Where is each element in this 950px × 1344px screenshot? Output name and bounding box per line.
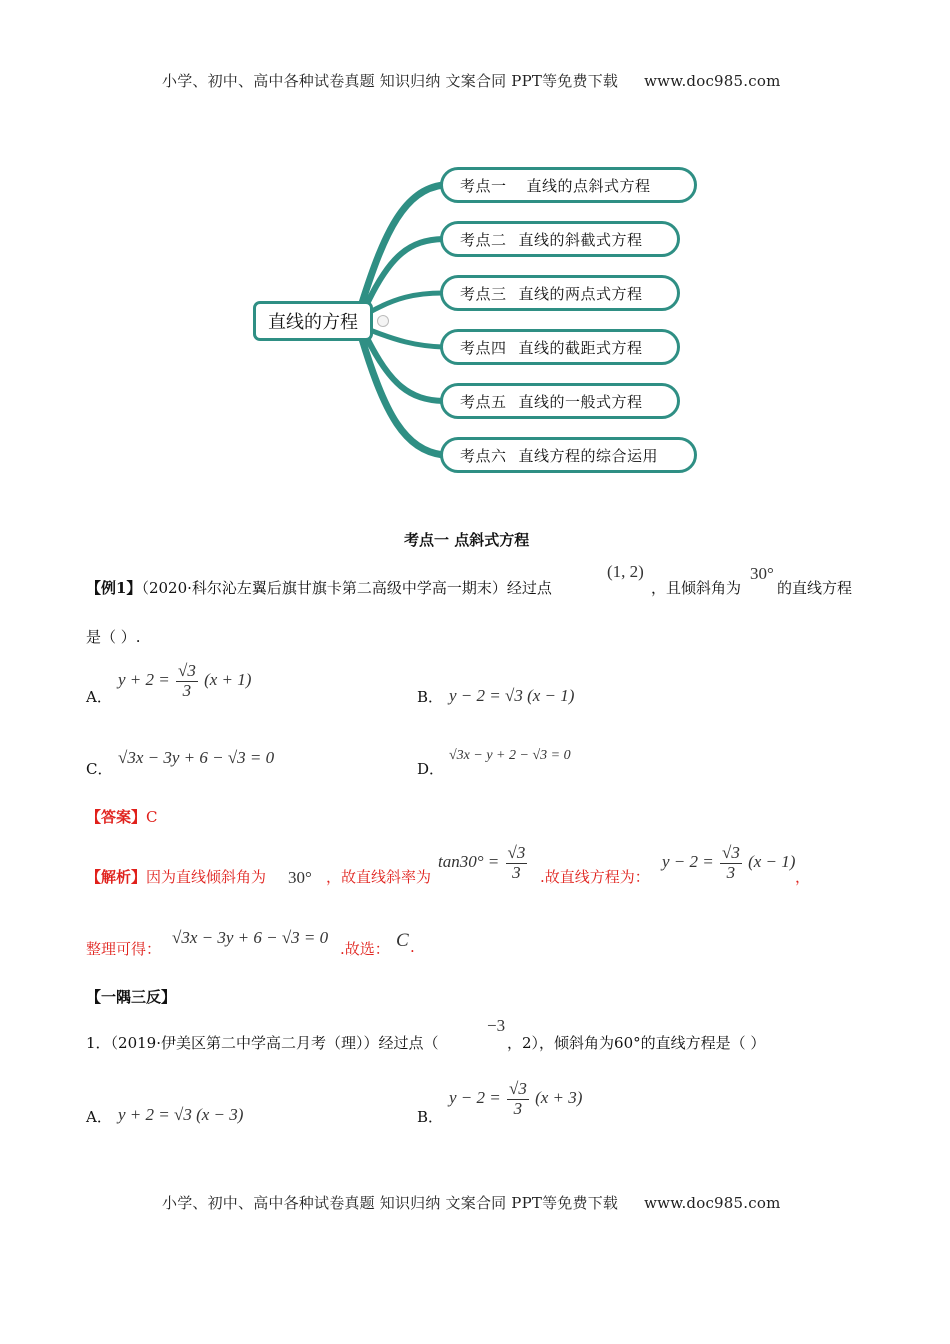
example-tail: 的直线方程 [777, 579, 853, 597]
analysis-angle: 30° [288, 868, 312, 887]
node-label: 直线的斜截式方程 [518, 230, 643, 249]
page-footer [162, 1192, 781, 1213]
q1-x: −3 [487, 1016, 506, 1035]
option-c-expr: √3x − 3y + 6 − √3 = 0 [118, 748, 275, 767]
q1-option-b-label: B． [417, 1108, 444, 1126]
analysis-t5: 整理可得： [86, 940, 162, 958]
mindmap-node-6 [440, 437, 697, 473]
mindmap-node-3 [440, 275, 680, 311]
example-line-2: 是（ ）. [86, 628, 141, 646]
option-d-label: D． [417, 760, 445, 778]
option-b-label: B． [417, 688, 444, 706]
collapse-toggle-icon [377, 315, 389, 327]
node-key: 考点二 [460, 230, 507, 249]
example-1-line-1 [86, 577, 552, 598]
section-title: 考点一 点斜式方程 [404, 531, 530, 549]
frac-den: 3 [513, 1098, 523, 1118]
analysis-t6: .故选： [340, 940, 390, 958]
frac-num: √3 [722, 843, 740, 862]
node-label: 直线的点斜式方程 [526, 176, 651, 195]
example-angle: 30° [750, 564, 774, 583]
frac-den: 3 [726, 862, 736, 882]
q1-option-a-label: A． [86, 1108, 112, 1126]
frac-num: √3 [507, 843, 526, 862]
mindmap-center: 直线的方程 [253, 301, 373, 341]
analysis-tag: 【解析】 [86, 868, 147, 886]
frac-num: √3 [509, 1079, 527, 1098]
analysis-t4: ， [795, 868, 811, 886]
option-a-label: A． [86, 688, 112, 706]
option-b-expr: y − 2 = √3 (x − 1) [449, 686, 575, 705]
example-tag: 【例1】 [86, 579, 142, 597]
node-key: 考点六 [460, 446, 507, 465]
analysis-choice: C [396, 930, 409, 951]
answer-tag: 【答案】 [86, 808, 147, 826]
node-label: 直线的截距式方程 [518, 338, 643, 357]
option-a-lhs: y + 2 = [118, 670, 170, 690]
node-label: 直线方程的综合运用 [518, 446, 659, 465]
mindmap-node-1 [440, 167, 697, 203]
node-key: 考点五 [460, 392, 507, 411]
q1-rest: ，2），倾斜角为60°的直线方程是（ ） [507, 1034, 766, 1052]
analysis-line-1 [86, 866, 266, 887]
analysis-t7: . [410, 938, 415, 956]
answer-line [86, 806, 158, 827]
q1-num: 1． [86, 1034, 111, 1052]
analysis-t3: .故直线方程为： [540, 868, 650, 886]
node-key: 考点三 [460, 284, 507, 303]
q1-b-lhs: y − 2 = [449, 1088, 501, 1108]
node-label: 直线的一般式方程 [518, 392, 643, 411]
analysis-eq-lhs: y − 2 = [662, 852, 714, 872]
q1-b-fraction [507, 1080, 529, 1118]
node-label: 直线的两点式方程 [518, 284, 643, 303]
q1-b-rhs: (x + 3) [535, 1088, 583, 1108]
connector-3 [370, 293, 443, 312]
frac-den: 3 [512, 862, 521, 882]
analysis-t1: 因为直线倾斜角为 [146, 868, 267, 886]
option-a-expr [118, 662, 251, 700]
mindmap-node-2 [440, 221, 680, 257]
example-point: (1, 2) [607, 562, 644, 581]
footer-site: www.doc985.com [644, 1194, 781, 1212]
option-a-fraction [176, 662, 198, 700]
node-key: 考点一 [460, 176, 507, 195]
answer-value: C [146, 808, 158, 826]
example-source: （2020·科尔沁左翼后旗甘旗卡第二高级中学高一期末）经过点 [141, 579, 552, 597]
analysis-result: √3x − 3y + 6 − √3 = 0 [172, 928, 329, 947]
practice-q1-line [86, 1032, 439, 1053]
connector-4 [370, 330, 443, 347]
mindmap-node-5 [440, 383, 680, 419]
analysis-t2: ，故直线斜率为 [326, 868, 432, 886]
option-c-label: C． [86, 760, 113, 778]
q1-option-b-expr [449, 1080, 582, 1118]
q1-source: （2019·伊美区第二中学高二月考（理））经过点（ [110, 1034, 439, 1052]
analysis-tan-expr [438, 844, 529, 882]
frac-num: √3 [178, 661, 196, 680]
analysis-eq-rhs: (x − 1) [748, 852, 796, 872]
footer-text: 小学、初中、高中各种试卷真题 知识归纳 文案合同 PPT等免费下载 [162, 1194, 619, 1212]
example-mid: ，且倾斜角为 [651, 579, 742, 597]
option-d-expr: √3x − y + 2 − √3 = 0 [449, 748, 571, 763]
header-site: www.doc985.com [644, 72, 781, 90]
q1-option-a-expr: y + 2 = √3 (x − 3) [118, 1105, 244, 1124]
practice-title: 【一隅三反】 [86, 988, 177, 1006]
header-text: 小学、初中、高中各种试卷真题 知识归纳 文案合同 PPT等免费下载 [162, 72, 619, 90]
mindmap-node-4 [440, 329, 680, 365]
analysis-fraction [506, 844, 528, 882]
analysis-equation [662, 844, 795, 882]
frac-den: 3 [182, 680, 192, 700]
analysis-tan: tan30° = [438, 852, 500, 872]
node-key: 考点四 [460, 338, 507, 357]
analysis-eq-fraction [720, 844, 742, 882]
option-a-rhs: (x + 1) [204, 670, 252, 690]
